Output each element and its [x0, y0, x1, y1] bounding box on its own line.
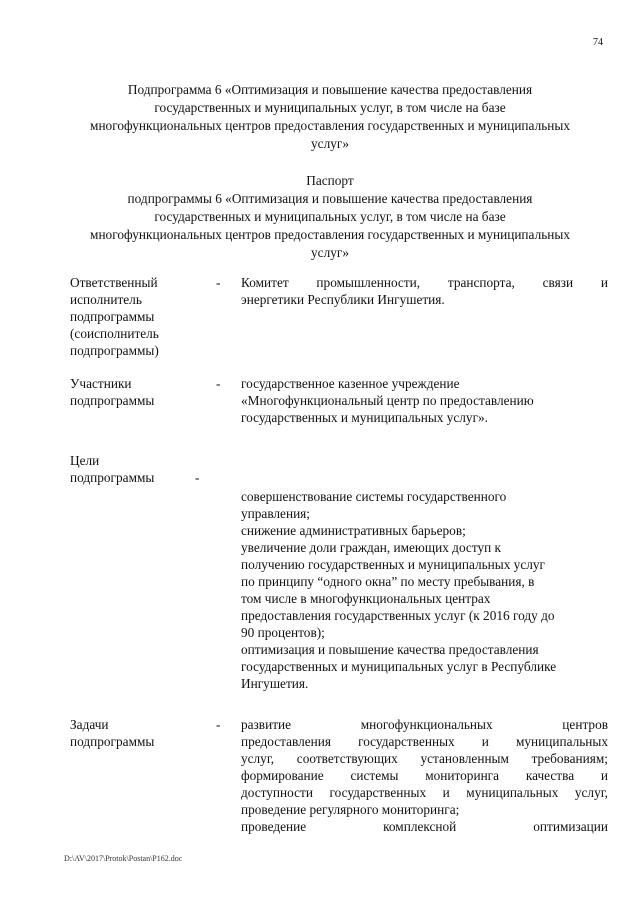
content-line: по принципу “одного окна” по месту пребывания, в	[241, 574, 535, 589]
subprogram-title	[40, 81, 620, 153]
passport-line: услуг»	[311, 245, 349, 260]
label-line: подпрограммы	[70, 393, 155, 408]
content-line: увеличение доли граждан, имеющих доступ к	[241, 540, 502, 555]
passport-header	[40, 172, 620, 262]
content-line: государственное казенное учреждение	[241, 376, 460, 391]
passport-line: многофункциональных центров предоставления государственных и муниципальных	[90, 227, 570, 242]
content-line: предоставления государственных и муниципальных	[241, 734, 608, 749]
content-line: проведение комплексной оптимизации	[241, 819, 608, 834]
label-line: Участники	[70, 376, 132, 391]
title-line: Подпрограмма 6 «Оптимизация и повышение качества предоставления	[127, 82, 533, 97]
label-line: подпрограммы)	[70, 343, 159, 358]
row-content	[241, 375, 608, 426]
row-label	[70, 716, 210, 750]
content-line: формирование системы мониторинга качества и	[241, 768, 608, 783]
footer-file-path: D:\AV\2017\Protok\Postan\P162.doc	[64, 854, 183, 863]
content-line: том числе в многофункциональных центрах	[241, 591, 491, 606]
passport-line: подпрограммы 6 «Оптимизация и повышение качества предоставления	[127, 191, 533, 206]
content-line: «Многофункциональный центр по предоставлению	[241, 393, 534, 408]
content-line: снижение административных барьеров;	[241, 523, 466, 538]
row-label	[70, 274, 210, 359]
content-line: получению государственных и муниципальных услуг	[241, 557, 545, 572]
title-line: услуг»	[311, 136, 349, 151]
label-line: Ответственный	[70, 275, 158, 290]
content-line: развитие многофункциональных центров	[241, 717, 608, 732]
row-label	[70, 452, 210, 486]
title-line: государственных и муниципальных услуг, в том числе на базе	[154, 100, 506, 115]
content-line: доступности государственных и муниципальных услуг,	[241, 785, 608, 800]
content-line: предоставления государственных услуг (к 2016 году до	[241, 608, 555, 623]
label-line: (соисполнитель	[70, 326, 159, 341]
passport-line: государственных и муниципальных услуг, в том числе на базе	[154, 209, 506, 224]
content-line: управления;	[241, 506, 310, 521]
content-line: Ингушетия.	[241, 676, 309, 691]
content-line: Комитет промышленности, транспорта, связи и	[241, 275, 608, 290]
label-line: Задачи	[70, 717, 109, 732]
content-line: проведение регулярного мониторинга;	[241, 802, 460, 817]
label-line: подпрограммы	[70, 470, 155, 485]
row-dash: -	[216, 717, 221, 732]
row-content	[241, 488, 608, 692]
row-dash: -	[216, 376, 221, 391]
label-line: исполнитель	[70, 292, 142, 307]
row-content	[241, 716, 608, 835]
passport-heading: Паспорт	[306, 173, 354, 188]
content-line: государственных и муниципальных услуг в Республике	[241, 659, 557, 674]
label-line: подпрограммы	[70, 734, 155, 749]
label-line: подпрограммы	[70, 309, 155, 324]
row-label	[70, 375, 210, 409]
content-line: энергетики Республики Ингушетия.	[241, 292, 445, 307]
row-dash: -	[195, 470, 200, 485]
row-content	[241, 274, 608, 308]
content-line: оптимизация и повышение качества предоставления	[241, 642, 539, 657]
title-line: многофункциональных центров предоставления государственных и муниципальных	[90, 118, 570, 133]
content-line: услуг, соответствующих установленным требованиям;	[241, 751, 608, 766]
content-line: государственных и муниципальных услуг».	[241, 410, 488, 425]
content-line: совершенствование системы государственного	[241, 489, 507, 504]
content-line: 90 процентов);	[241, 625, 325, 640]
label-line: Цели	[70, 453, 100, 468]
row-dash: -	[216, 275, 221, 290]
page-number: 74	[593, 37, 603, 48]
